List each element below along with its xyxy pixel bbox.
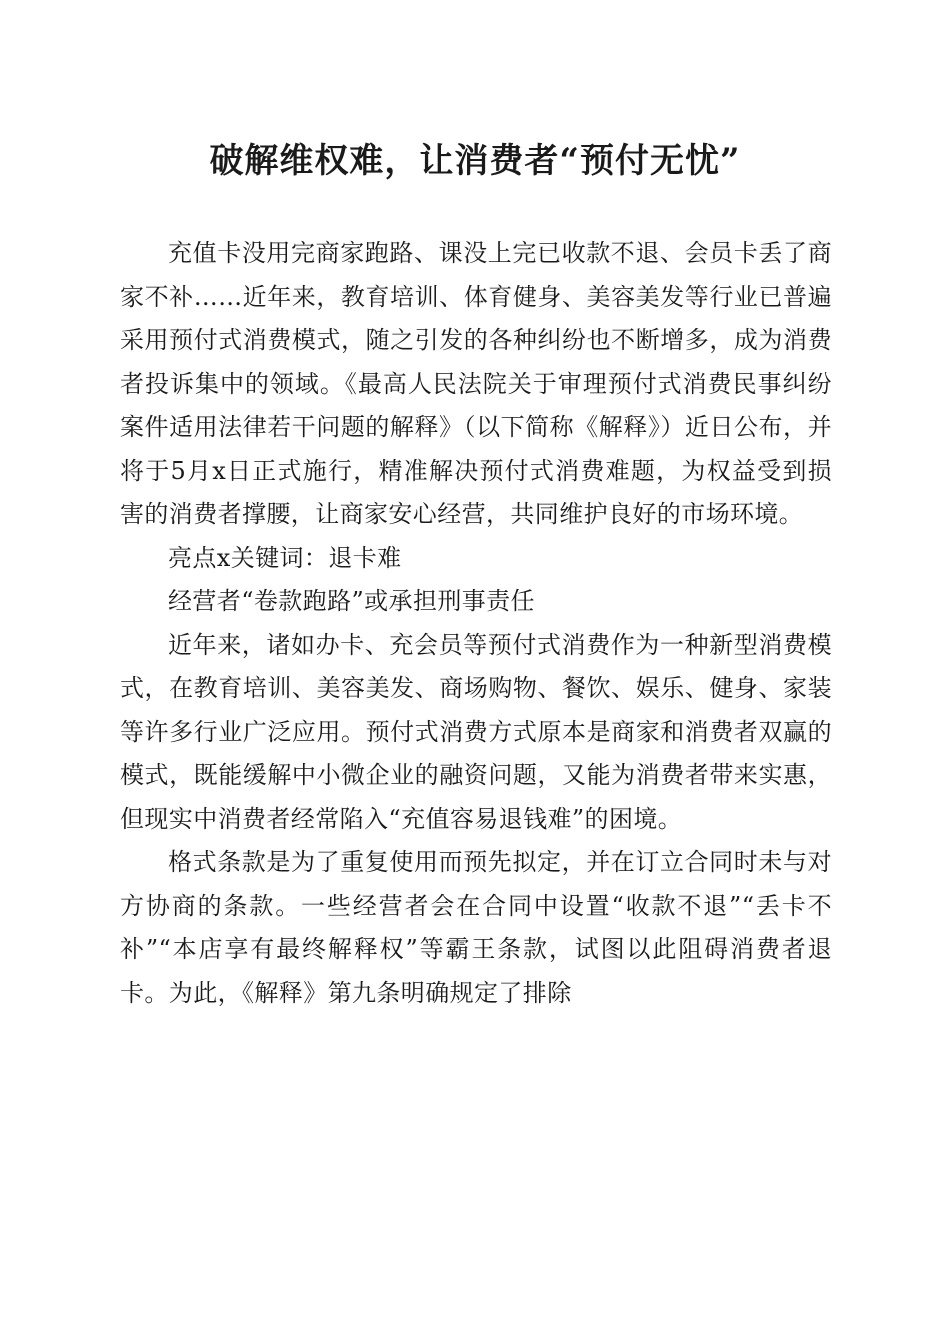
- paragraph-subheading: 经营者“卷款跑路”或承担刑事责任: [168, 587, 535, 615]
- paragraph-format-clauses: 格式条款是为了重复使用而预先拟定，并在订立合同时未与对方协商的条款。一些经营者会在合同中设置“收款不退”“丢卡不补”“本店享有最终解释权”等霸王条款，试图以此阻碍消费者退卡。为此，《解释》第九条明确规定了排除: [120, 848, 832, 1007]
- paragraph-background: 近年来，诸如办卡、充会员等预付式消费作为一种新型消费模式，在教育培训、美容美发、商场购物、餐饮、娱乐、健身、家装等许多行业广泛应用。预付式消费方式原本是商家和消费者双赢的模式，既能缓解中小微企业的融资问题，又能为消费者带来实惠，但现实中消费者经常陷入“充值容易退钱难”的困境。: [120, 630, 832, 833]
- document-body: [120, 232, 832, 1015]
- paragraph-intro: 充值卡没用完商家跑路、课没上完已收款不退、会员卡丢了商家不补……近年来，教育培训、体育健身、美容美发等行业已普遍采用预付式消费模式，随之引发的各种纠纷也不断增多，成为消费者投诉集中的领域。《最高人民法院关于审理预付式消费民事纠纷案件适用法律若干问题的解释》（以下简称《解释》）近日公布，并将于5月x日正式施行，精准解决预付式消费难题，为权益受到损害的消费者撑腰，让商家安心经营，共同维护良好的市场环境。: [120, 239, 832, 528]
- document-title: 破解维权难，让消费者“预付无忧”: [209, 141, 741, 181]
- paragraph-highlight-keyword: 亮点x关键词：退卡难: [168, 543, 402, 572]
